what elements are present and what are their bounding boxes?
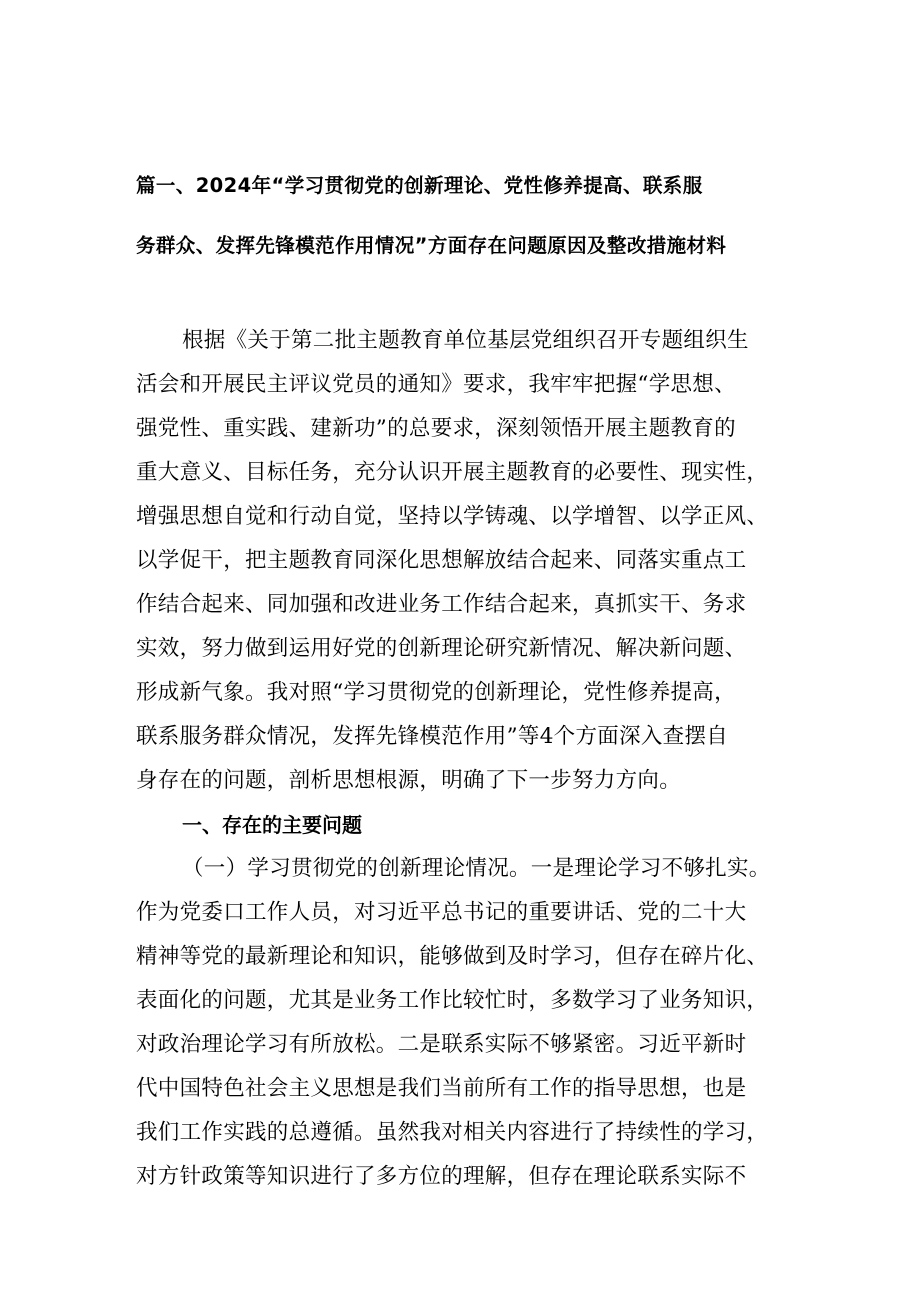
document-title-line-2: 务群众、发挥先锋模范作用情况”方面存在问题原因及整改措施材料 xyxy=(136,234,727,257)
intro-line: 实效，努力做到运用好党的创新理论研究新情况、解决新问题、 xyxy=(136,636,747,661)
intro-line: 形成新气象。我对照“学习贯彻党的创新理论，党性修养提高， xyxy=(136,680,736,705)
section-line: （一）学习贯彻党的创新理论情况。一是理论学习不够扎实。 xyxy=(182,856,771,881)
section-line: 表面化的问题，尤其是业务工作比较忙时，多数学习了业务知识， xyxy=(136,988,769,1013)
section-line: 我们工作实践的总遵循。虽然我对相关内容进行了持续性的学习， xyxy=(136,1120,769,1145)
section-line: 对方针政策等知识进行了多方位的理解，但存在理论联系实际不 xyxy=(136,1164,747,1189)
section-line: 作为党委口工作人员，对习近平总书记的重要讲话、党的二十大 xyxy=(136,900,747,925)
section-line: 精神等党的最新理论和知识，能够做到及时学习，但存在碎片化、 xyxy=(136,944,769,969)
intro-line: 强党性、重实践、建新功”的总要求，深刻领悟开展主题教育的 xyxy=(136,416,736,441)
intro-line: 作结合起来、同加强和改进业务工作结合起来，真抓实干、务求 xyxy=(136,592,747,617)
section-heading: 一、存在的主要问题 xyxy=(182,813,362,837)
section-line: 对政治理论学习有所放松。二是联系实际不够紧密。习近平新时 xyxy=(136,1032,747,1057)
section-line: 代中国特色社会主义思想是我们当前所有工作的指导思想，也是 xyxy=(136,1076,747,1101)
intro-line: 重大意义、目标任务，充分认识开展主题教育的必要性、现实性， xyxy=(136,460,769,485)
intro-line: 联系服务群众情况，发挥先锋模范作用”等4个方面深入查摆自 xyxy=(136,724,729,749)
document-title-line-1: 篇一、2024年“学习贯彻党的创新理论、党性修养提高、联系服 xyxy=(136,174,703,197)
intro-line: 根据《关于第二批主题教育单位基层党组织召开专题组织生 xyxy=(182,328,749,353)
intro-line: 以学促干，把主题教育同深化思想解放结合起来、同落实重点工 xyxy=(136,548,747,573)
intro-line: 增强思想自觉和行动自觉，坚持以学铸魂、以学增智、以学正风、 xyxy=(136,504,769,529)
intro-line: 身存在的问题，剖析思想根源，明确了下一步努力方向。 xyxy=(136,768,682,793)
intro-line: 活会和开展民主评议党员的通知》要求，我牢牢把握“学思想、 xyxy=(136,372,736,397)
